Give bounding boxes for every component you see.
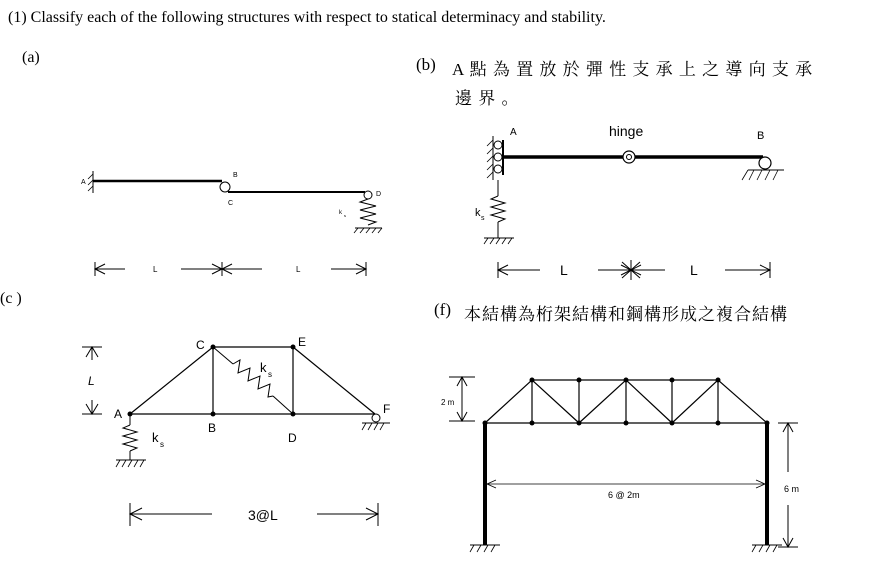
label-b-a: A — [510, 127, 517, 138]
label-b-k: k — [475, 207, 481, 219]
structure-a — [81, 171, 382, 276]
spring-member-cd — [233, 360, 273, 397]
label-a-b: B — [233, 172, 238, 179]
label-b-k-sub: s — [481, 215, 485, 222]
roller-b — [759, 157, 771, 169]
label-b-b: B — [757, 130, 765, 142]
label-a-d: D — [376, 191, 382, 198]
roller-f — [372, 414, 380, 422]
label-c: (c ) — [0, 290, 22, 307]
label-c-d: D — [288, 431, 297, 445]
hinge-b — [623, 151, 635, 163]
label-c-ks-support-sub: s — [160, 440, 164, 449]
label-a-a: A — [81, 179, 86, 186]
member-ef — [293, 347, 375, 414]
member-ac — [130, 347, 213, 414]
spring-d — [360, 199, 376, 225]
desc-b-line1: A 點 為 置 放 於 彈 性 支 承 上 之 導 向 支 承 — [452, 60, 814, 79]
label-f: (f) — [434, 300, 451, 319]
label-a-c: C — [228, 200, 234, 207]
label-c-b: B — [208, 421, 217, 435]
structure-f — [441, 377, 799, 552]
dim-a-right: L — [296, 265, 301, 274]
label-c-c: C — [196, 338, 205, 352]
label-a-k: k — [339, 210, 342, 216]
dim-b-left: L — [560, 262, 568, 278]
label-f-height-truss: 2 m — [441, 398, 455, 407]
structure-b — [475, 123, 784, 280]
label-b: (b) — [416, 55, 436, 74]
label-f-span: 6 @ 2m — [608, 490, 640, 500]
roller-d — [364, 191, 372, 199]
label-c-height: L — [88, 374, 95, 388]
hinge-bc — [220, 182, 230, 192]
label-a-k-sub: s — [344, 213, 346, 218]
label-c-e: E — [298, 335, 307, 349]
structure-c — [82, 335, 390, 526]
question-text: (1) Classify each of the following structures with respect to statical determinacy and stability. — [8, 9, 606, 26]
label-c-ks-support: k — [152, 430, 159, 445]
label-c-a: A — [114, 407, 123, 421]
label-b-hinge: hinge — [609, 123, 644, 139]
label-c-f: F — [383, 402, 391, 416]
label-c-ks-member-sub: s — [268, 370, 272, 379]
dim-b-right: L — [690, 262, 698, 278]
label-c-ks-member: k — [260, 360, 267, 375]
label-a: (a) — [22, 49, 40, 66]
desc-b-line2: 邊 界 。 — [455, 89, 520, 108]
spring-support-a — [123, 425, 137, 451]
spring-b — [491, 196, 505, 222]
label-c-span: 3@L — [248, 507, 278, 523]
desc-f: 本結構為桁架結構和鋼構形成之複合結構 — [464, 305, 788, 324]
label-f-height-column: 6 m — [784, 484, 800, 494]
dim-a-left: L — [153, 265, 158, 274]
